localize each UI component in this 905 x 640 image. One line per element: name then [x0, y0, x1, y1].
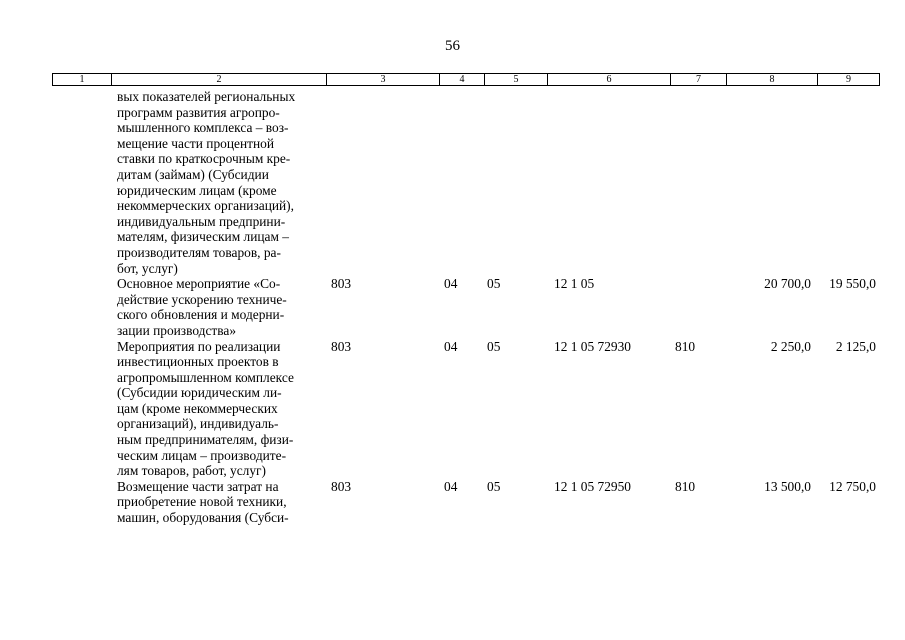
description-line: приобретение новой техники,: [117, 494, 287, 510]
table-header-row: [52, 73, 880, 86]
description-line: агропромышленном комплексе: [117, 369, 294, 385]
description-line: Возмещение части затрат на: [117, 478, 279, 494]
cell-section-code: 04: [444, 478, 458, 494]
description-line: машин, оборудования (Субси-: [117, 510, 289, 526]
cell-ministry-code: 803: [331, 338, 352, 354]
cell-section-code: 04: [444, 276, 458, 292]
description-line: ставки по краткосрочным кре-: [117, 151, 291, 167]
column-header-6: 6: [548, 74, 671, 85]
column-header-4: 4: [440, 74, 485, 85]
description-line: действие ускорению техниче-: [117, 291, 287, 307]
table-row: [52, 479, 880, 526]
column-header-9: 9: [846, 74, 851, 85]
table-row: [52, 339, 880, 479]
description-line: юридическим лицам (кроме: [117, 182, 277, 198]
description-line: (Субсидии юридическим ли-: [117, 385, 282, 401]
cell-description: [111, 479, 326, 526]
description-line: программ развития агропро-: [117, 104, 280, 120]
cell-amount-2: 2 125,0: [835, 338, 876, 354]
description-line: индивидуальным предприни-: [117, 213, 286, 229]
cell-subsection-code: 05: [487, 276, 501, 292]
cell-subsection-code: 05: [487, 338, 501, 354]
description-line: бот, услуг): [117, 260, 178, 276]
column-header-7: 7: [671, 74, 727, 85]
description-line: мателям, физическим лицам –: [117, 229, 290, 245]
cell-amount-2: 12 750,0: [829, 478, 876, 494]
cell-amount-1: 13 500,0: [764, 478, 811, 494]
cell-description: [111, 89, 326, 276]
column-header-3: 3: [327, 74, 440, 85]
cell-ministry-code: 803: [331, 478, 352, 494]
cell-expense-type: 810: [675, 338, 696, 354]
description-line: мещение части процентной: [117, 135, 274, 151]
cell-expense-type: 810: [675, 478, 696, 494]
description-line: некоммерческих организаций),: [117, 198, 294, 214]
column-header-5: 5: [485, 74, 548, 85]
cell-target-code: 12 1 05: [554, 276, 595, 292]
table-row: [52, 89, 880, 276]
cell-amount-1: 2 250,0: [770, 338, 811, 354]
table-row: [52, 276, 880, 338]
cell-description: [111, 276, 326, 338]
description-line: ского обновления и модерни-: [117, 307, 285, 323]
description-line: инвестиционных проектов в: [117, 354, 279, 370]
description-line: Мероприятия по реализации: [117, 338, 281, 354]
page-number: 56: [445, 38, 460, 54]
description-line: лям товаров, работ, услуг): [117, 463, 267, 479]
description-line: ным предпринимателям, физи-: [117, 432, 294, 448]
description-line: организаций), индивидуаль-: [117, 416, 279, 432]
cell-subsection-code: 05: [487, 478, 501, 494]
description-line: вых показателей региональных: [117, 89, 296, 104]
column-header-1: 1: [53, 74, 112, 85]
description-line: мышленного комплекса – воз-: [117, 120, 289, 136]
cell-section-code: 04: [444, 338, 458, 354]
description-line: зации производства»: [117, 322, 237, 338]
cell-amount-2: 19 550,0: [829, 276, 876, 292]
description-line: Основное мероприятие «Со-: [117, 276, 281, 292]
column-header-8: 8: [727, 74, 818, 85]
description-line: ческим лицам – производите-: [117, 447, 287, 463]
cell-target-code: 12 1 05 72930: [554, 338, 631, 354]
cell-amount-1: 20 700,0: [764, 276, 811, 292]
cell-ministry-code: 803: [331, 276, 352, 292]
description-line: дитам (займам) (Субсидии: [117, 166, 269, 182]
table-body: [52, 89, 880, 526]
cell-target-code: 12 1 05 72950: [554, 478, 631, 494]
cell-description: [111, 339, 326, 479]
description-line: цам (кроме некоммерческих: [117, 400, 278, 416]
description-line: производителям товаров, ра-: [117, 244, 281, 260]
column-header-2: 2: [112, 74, 327, 85]
